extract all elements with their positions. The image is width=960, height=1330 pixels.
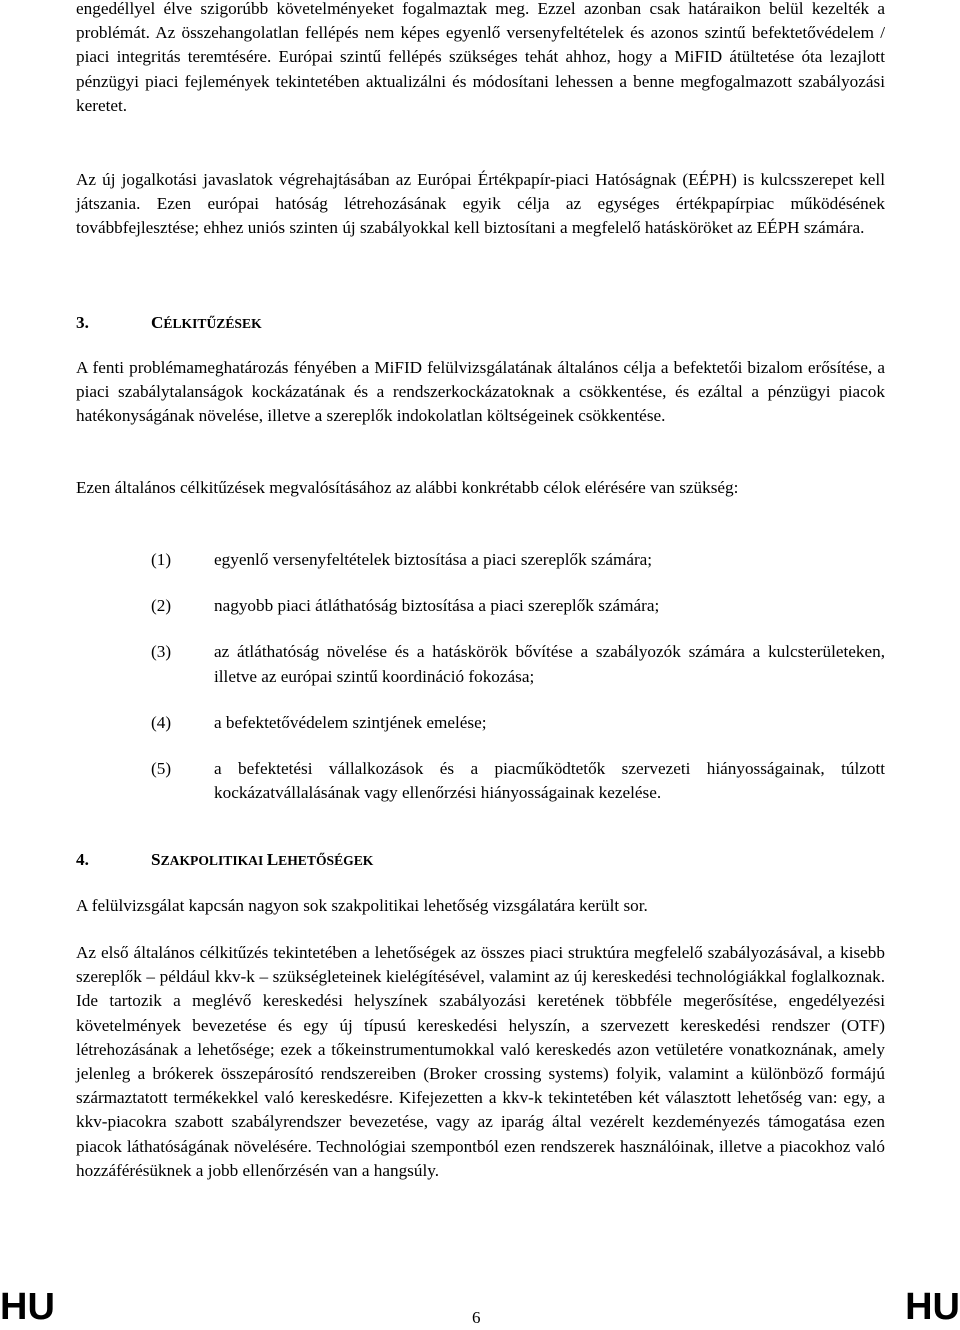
heading-objectives-text: ÉLKITŰZÉSEK [163,316,262,331]
heading-policy-initial-2: L [266,850,279,869]
list-item-text: egyenlő versenyfeltételek biztosítása a piaci szereplők számára; [214,550,653,569]
list-item-number: (4) [151,712,172,732]
list-item [151,594,885,618]
footer-language-code-left: HU [0,1286,55,1328]
footer-language-code-right: HU [905,1286,960,1328]
list-item-text: nagyobb piaci átláthatóság biztosítása a piaci szereplők számára; [214,596,660,616]
list-item-number: (5) [151,759,172,779]
paragraph-review: A felülvizsgálat kapcsán nagyon sok szakpolitikai lehetőség vizsgálatára került sor. [76,896,648,915]
list-item-number: (1) [151,550,172,569]
objectives-list [151,548,885,805]
paragraph-first-objective-options: Az első általános célkitűzés tekintetében a lehetőségek az összes piaci struktúra megfelelő szabályozásával, a kisebb szereplők – például kkv-k – szükségleteinek kielégítésével, valamint az új kereskedési technológiákkal foglalkoznak. Ide tartozik a meglévő kereskedési helyszínek szabályozási keretének többféle megerősítése, engedélyezési követelmények bevezetése és egy új típusú kereskedési helyszín, a szervezett kereskedési rendszer (OTF) létrehozásának a lehetősége; ezek a tőkeinstrumentumokkal való kereskedés azon vetületére vonatkoznának, amely jelenleg a brókerek összepárosító rendszereiben (Broker crossing systems) folyik, valamint a különböző formájú származtatott termékekkel való kereskedésre. Kifejezetten a kkv-k tekintetében két választott lehetőség van: egy, a kkv-piacokra szabott szabályrendszer bevezetése, vagy az iparág által vezérelt kezdeményezés támogatása ezen piacok láthatóságának növelésére. Technológiai szempontból ezen rendszerek használóinak, illetve a piacokhoz való hozzáférésüknek a jobb ellenőrzésén van a hangsúly. [76,943,885,1180]
paragraph-esma: Az új jogalkotási javaslatok végrehajtásában az Európai Értékpapír-piaci Hatóságnak (EÉPH) is kulcsszerepet kell játszania. Ezen európai hatóság létrehozásának egyik célja az egységes értékpapírpiac működésének továbbfejlesztése; ehhez uniós szinten új szabályokkal kell biztosítani a megfelelő hatásköröket az EÉPH számára. [76,170,885,238]
list-item [151,640,885,688]
list-item [151,548,885,572]
page-number: 6 [472,1308,481,1327]
heading-objectives [76,311,262,336]
list-item-text: a befektetővédelem szintjének emelése; [214,712,487,732]
heading-policy-options [76,848,373,873]
list-item [151,757,885,805]
list-item-number: (3) [151,642,172,662]
heading-policy-initial-1: S [151,850,161,869]
heading-objectives-initial: C [151,313,164,332]
paragraph-general-objective: A fenti problémameghatározás fényében a MiFID felülvizsgálatának általános célja a befektetői bizalom erősítése, a piaci szabálytalanságok kockázatának és a rendszerkockázatoknak a csökkentése, és ezáltal a pénzügyi piacok hatékonyságának növelése, illetve a szereplők indokolatlan költségeinek csökkentése. [76,358,885,426]
list-item-text: az átláthatóság növelése és a hatáskörök bővítése a szabályozók számára a kulcsterületeken, illetve az európai szintű koordináció fokozása; [214,642,885,686]
paragraph-intro: engedéllyel élve szigorúbb követelményeket fogalmaztak meg. Ezzel azonban csak határaikon belül kezelték a problémát. Az összehangolatlan fellépés nem képes egyenlő versenyfeltételek és azonos szintű befektetővédelem / piaci integritás teremtésére. Európai szintű fellépés szükséges tehát ahhoz, hogy a MiFID átültetése óta lezajlott pénzügyi piaci fejlemények tekintetében aktualizálni és módosítani lehessen a benne megfogalmazott szabályozási keretet. [76,0,885,115]
heading-policy-options-number: 4. [76,850,89,869]
heading-policy-text-1: ZAKPOLITIKAI [160,853,267,868]
heading-policy-text-2: EHETŐSÉGEK [278,853,374,868]
list-item-text: a befektetési vállalkozások és a piacműködtetők szervezeti hiányosságainak, túlzott kockázatvállalásának vagy ellenőrzési hiányosságainak kezelése. [214,759,885,803]
paragraph-specific-objectives-intro: Ezen általános célkitűzések megvalósításához az alábbi konkrétabb célok elérésére van szükség: [76,478,739,497]
list-item-number: (2) [151,596,172,616]
heading-objectives-number: 3. [76,313,89,332]
list-item [151,711,885,735]
